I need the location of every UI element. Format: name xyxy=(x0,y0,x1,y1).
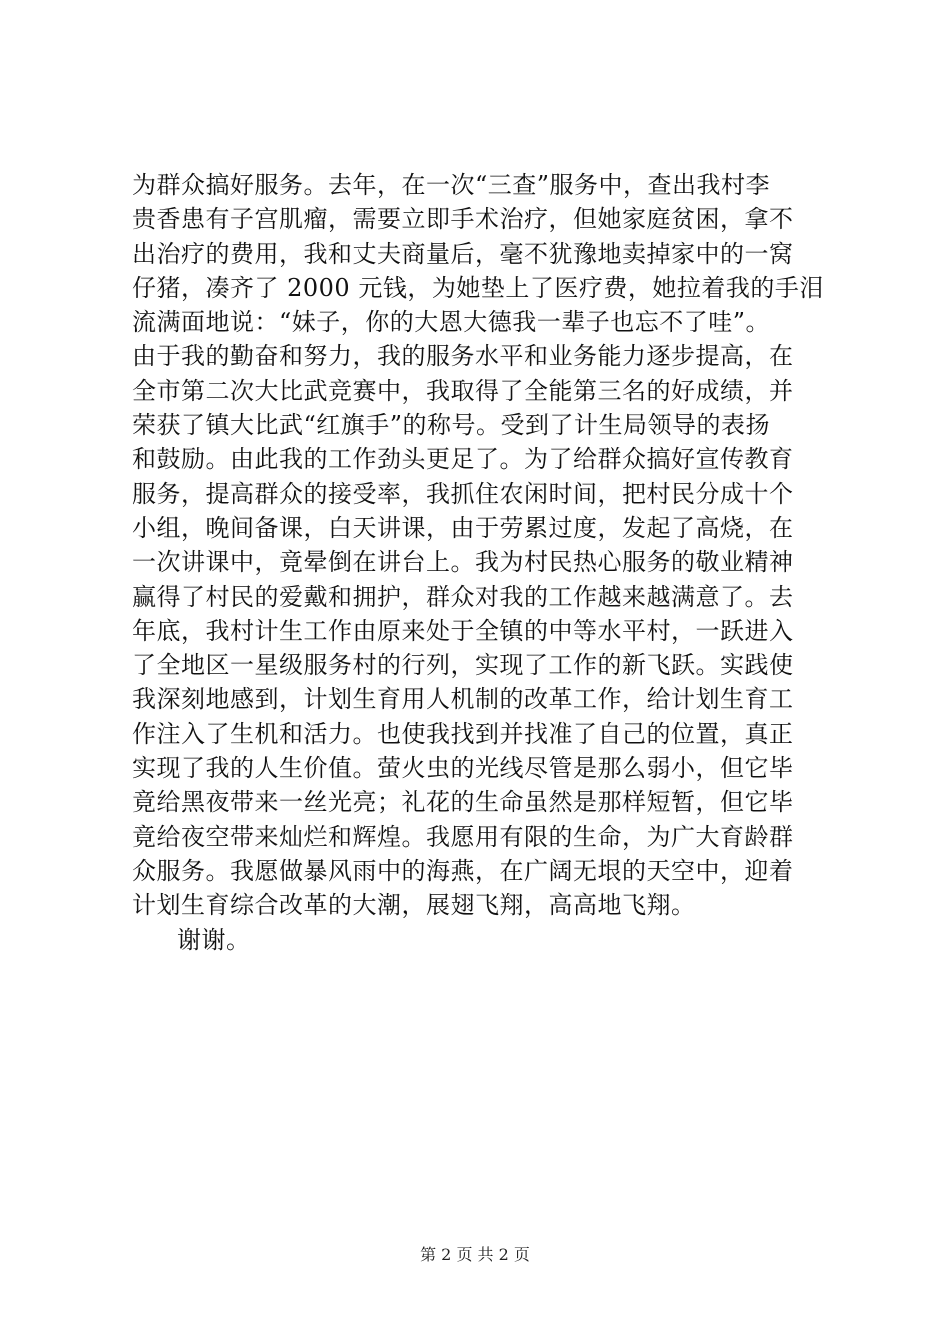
text-line: 荣获了镇大比武“红旗手”的称号。受到了计生局领导的表扬 xyxy=(132,411,771,440)
text-line: 和鼓励。由此我的工作劲头更足了。为了给群众搞好宣传教育 xyxy=(132,445,794,474)
text-line: 仔猪，凑齐了 2000 元钱，为她垫上了医疗费，她拉着我的手泪 xyxy=(132,273,824,302)
text-line: 年底，我村计生工作由原来处于全镇的中等水平村，一跃进入 xyxy=(132,616,794,645)
text-line: 我深刻地感到，计划生育用人机制的改革工作，给计划生育工 xyxy=(132,685,794,714)
body-text xyxy=(132,168,852,957)
page-footer: 第 2 页 共 2 页 xyxy=(420,1245,530,1264)
text-line: 由于我的勤奋和努力，我的服务水平和业务能力逐步提高，在 xyxy=(132,342,794,371)
text-line: 贵香患有子宫肌瘤，需要立即手术治疗，但她家庭贫困，拿不 xyxy=(132,205,794,234)
text-line: 计划生育综合改革的大潮，展翅飞翔，高高地飞翔。 xyxy=(132,891,696,920)
text-line: 了全地区一星级服务村的行列，实现了工作的新飞跃。实践使 xyxy=(132,651,794,680)
text-line: 竟给黑夜带来一丝光亮；礼花的生命虽然是那样短暂，但它毕 xyxy=(132,788,794,817)
text-line: 赢得了村民的爱戴和拥护，群众对我的工作越来越满意了。去 xyxy=(132,582,794,611)
text-line: 作注入了生机和活力。也使我找到并找准了自己的位置，真正 xyxy=(132,719,794,748)
text-line: 流满面地说：“妹子，你的大恩大德我一辈子也忘不了哇”。 xyxy=(132,308,771,337)
text-line: 众服务。我愿做暴风雨中的海燕，在广阔无垠的天空中，迎着 xyxy=(132,856,794,885)
closing-line: 谢谢。 xyxy=(177,925,251,954)
text-line: 竟给夜空带来灿烂和辉煌。我愿用有限的生命，为广大育龄群 xyxy=(132,822,794,851)
text-line: 一次讲课中，竟晕倒在讲台上。我为村民热心服务的敬业精神 xyxy=(132,548,794,577)
text-line: 实现了我的人生价值。萤火虫的光线尽管是那么弱小，但它毕 xyxy=(132,754,794,783)
text-line: 小组，晚间备课，白天讲课，由于劳累过度，发起了高烧，在 xyxy=(132,513,794,542)
text-line: 为群众搞好服务。去年，在一次“三查”服务中，查出我村李 xyxy=(132,171,771,199)
text-line: 全市第二次大比武竞赛中，我取得了全能第三名的好成绩，并 xyxy=(132,376,794,405)
text-line: 服务，提高群众的接受率，我抓住农闲时间，把村民分成十个 xyxy=(132,479,794,508)
text-line: 出治疗的费用，我和丈夫商量后，毫不犹豫地卖掉家中的一窝 xyxy=(132,239,794,268)
